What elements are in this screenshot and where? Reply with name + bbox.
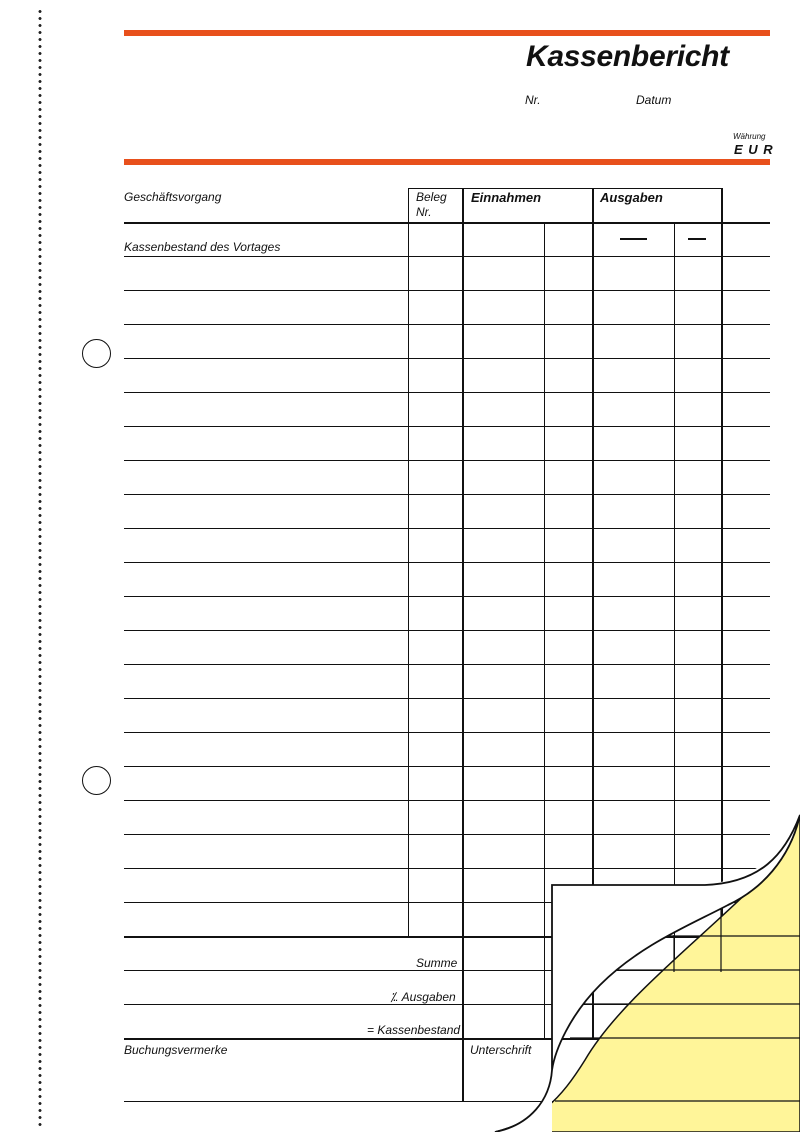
kassenbestand-label: = Kassenbestand — [367, 1023, 461, 1037]
header-ausgaben: Ausgaben — [600, 190, 663, 205]
form-title: Kassenbericht — [526, 40, 729, 73]
currency-value: E U R — [734, 142, 774, 157]
header-einnahmen: Einnahmen — [471, 190, 542, 205]
copy-sheet — [495, 815, 800, 1132]
row-kassenbestand-vortag: Kassenbestand des Vortages — [124, 240, 281, 254]
waehrung-label: Währung — [733, 132, 766, 141]
header-beleg: Beleg — [416, 190, 447, 204]
datum-label: Datum — [636, 93, 672, 107]
unterschrift-label: Unterschrift — [470, 1043, 532, 1057]
summe-label: Summe — [416, 956, 458, 970]
buchungsvermerke-label: Buchungsvermerke — [124, 1043, 228, 1057]
header-geschaeftsvorgang: Geschäftsvorgang — [124, 190, 222, 204]
minus-ausgaben-label: ⁒. Ausgaben — [390, 990, 456, 1004]
header-beleg-nr: Nr. — [416, 205, 432, 219]
nr-label: Nr. — [525, 93, 541, 107]
